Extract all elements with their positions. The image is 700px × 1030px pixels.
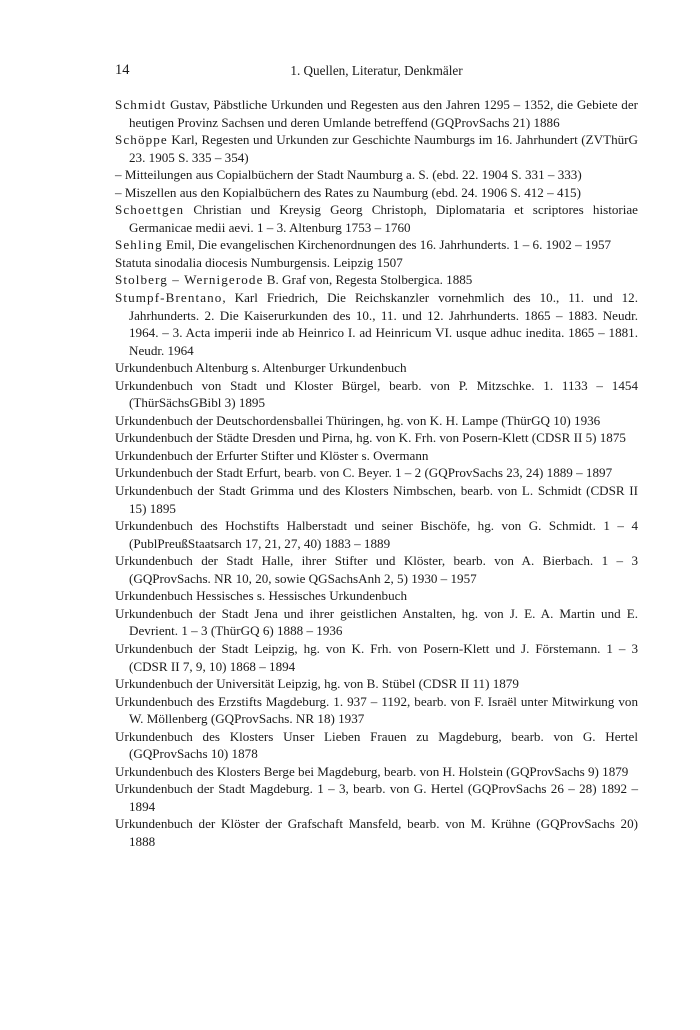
bibliography-entry <box>115 675 638 693</box>
bibliography-entry <box>115 131 638 166</box>
entry-text: Urkundenbuch des Klosters Berge bei Magdeburg, bearb. von H. Holstein (GQProvSachs 9) 1879 <box>115 763 629 779</box>
bibliography-entry <box>115 693 638 728</box>
entry-text: Urkundenbuch der Stadt Grimma und des Klosters Nimbschen, bearb. von L. Schmidt (CDSR II 15) 1895 <box>115 483 638 516</box>
bibliography-entry <box>115 815 638 850</box>
bibliography-entry <box>115 412 638 430</box>
entry-text: Urkundenbuch der Stadt Jena und ihrer geistlichen Anstalten, hg. von J. E. A. Martin und E. Devrient. 1 – 3 (ThürGQ 6) 1888 – 1936 <box>115 605 638 639</box>
entry-text: Gustav, Päbstliche Urkunden und Regesten aus den Jahren 1295 – 1352, die Gebiete der heutigen Provinz Sachsen und deren Umlande betreffend (GQProvSachs 21) 1886 <box>129 97 638 130</box>
entry-text: Christian und Kreysig Georg Christoph, Diplomataria et scriptores historiae Germanicae medii aevi. 1 – 3. Altenburg 1753 – 1760 <box>129 202 638 235</box>
entry-text: Karl, Regesten und Urkunden zur Geschichte Naumburgs im 16. Jahrhundert (ZVThürG 23. 1905 S. 335 – 354) <box>129 132 638 165</box>
entry-author: Schoettgen <box>115 202 185 218</box>
bibliography-entry <box>115 464 638 482</box>
bibliography-entry <box>115 763 638 781</box>
bibliography-entry <box>115 236 638 254</box>
entry-text: Statuta sinodalia diocesis Numburgensis. Leipzig 1507 <box>115 254 403 270</box>
bibliography-entry <box>115 184 638 202</box>
entry-text: Urkundenbuch der Klöster der Grafschaft Mansfeld, bearb. von M. Krühne (GQProvSachs 20) 1888 <box>115 816 638 849</box>
entry-text: – Miszellen aus den Kopialbüchern des Rates zu Naumburg (ebd. 24. 1906 S. 412 – 415) <box>115 184 581 200</box>
entry-text: Urkundenbuch der Städte Dresden und Pirna, hg. von K. Frh. von Posern-Klett (CDSR II 5) 1875 <box>115 430 626 446</box>
bibliography-entry <box>115 377 638 412</box>
entry-text: , Karl Friedrich, Die Reichskanzler vornehmlich des 10., 11. und 12. Jahrhunderts. 2. Die Kaiserurkunden des 10., 11. und 12. Jahrhunderts. 1865 – 1883. Neudr. 1964. – 3. Acta imperii inde ab Heinrico I. ad Heinricum VI. usque adhuc inedita. 1865 – 1881. Neudr. 1964 <box>129 290 638 358</box>
bibliography-entry <box>115 359 638 377</box>
bibliography-entry <box>115 587 638 605</box>
bibliography-entry <box>115 429 638 447</box>
entry-text: Urkundenbuch der Erfurter Stifter und Klöster s. Overmann <box>115 447 429 463</box>
entry-text: B. Graf von, Regesta Stolbergica. 1885 <box>263 272 473 288</box>
bibliography-entry <box>115 447 638 465</box>
bibliography-entry <box>115 640 638 675</box>
entry-author: Schmidt <box>115 97 167 112</box>
entry-author: Stolberg – Wernigerode <box>115 272 264 288</box>
entry-author: Stumpf-Brentano <box>115 290 223 306</box>
entry-text: Urkundenbuch der Universität Leipzig, hg. von B. Stübel (CDSR II 11) 1879 <box>115 676 519 692</box>
entry-text: Urkundenbuch der Stadt Leipzig, hg. von K. Frh. von Posern-Klett und J. Förstemann. 1 – 3 (CDSR II 7, 9, 10) 1868 – 1894 <box>115 640 638 674</box>
bibliography-entry <box>115 728 638 763</box>
entry-text: Urkundenbuch von Stadt und Kloster Bürgel, bearb. von P. Mitzschke. 1. 1133 – 1454 (ThürSächsGBibl 3) 1895 <box>115 377 638 411</box>
entry-text: Urkundenbuch Hessisches s. Hessisches Urkundenbuch <box>115 588 408 604</box>
entry-text: Urkundenbuch Altenburg s. Altenburger Urkundenbuch <box>115 360 407 376</box>
bibliography-entry <box>115 166 638 184</box>
entry-text: Urkundenbuch der Stadt Magdeburg. 1 – 3, bearb. von G. Hertel (GQProvSachs 26 – 28) 1892 – 1894 <box>115 781 638 814</box>
entry-text: Urkundenbuch des Klosters Unser Lieben Frauen zu Magdeburg, bearb. von G. Hertel (GQProvSachs 10) 1878 <box>115 728 638 762</box>
bibliography-entry <box>115 271 638 289</box>
entry-author: Sehling <box>115 237 163 253</box>
running-title: 1. Quellen, Literatur, Denkmäler <box>290 63 463 78</box>
bibliography-entry <box>115 552 638 587</box>
entry-text: Urkundenbuch der Stadt Erfurt, bearb. von C. Beyer. 1 – 2 (GQProvSachs 23, 24) 1889 – 1897 <box>115 465 613 481</box>
entry-text: Urkundenbuch der Stadt Halle, ihrer Stifter und Klöster, bearb. von A. Bierbach. 1 – 3 (GQProvSachs. NR 10, 20, sowie QGSachsAnh 2, 5) 1930 – 1957 <box>115 553 638 586</box>
bibliography-entry <box>115 289 638 359</box>
bibliography-entry <box>115 96 638 131</box>
entry-author: Schöppe <box>115 132 168 148</box>
bibliography-entry <box>115 605 638 640</box>
bibliography-entry <box>115 780 638 815</box>
bibliography-entry <box>115 254 638 272</box>
entry-text: – Mitteilungen aus Copialbüchern der Stadt Naumburg a. S. (ebd. 22. 1904 S. 331 – 333) <box>115 167 582 183</box>
entry-text: Emil, Die evangelischen Kirchenordnungen des 16. Jahrhunderts. 1 – 6. 1902 – 1957 <box>162 237 612 253</box>
bibliography-entry <box>115 482 638 517</box>
entry-text: Urkundenbuch der Deutschordensballei Thüringen, hg. von K. H. Lampe (ThürGQ 10) 1936 <box>115 412 601 428</box>
bibliography-entry <box>115 201 638 236</box>
entry-text: Urkundenbuch des Erzstifts Magdeburg. 1. 937 – 1192, bearb. von F. Israël unter Mitwirkung von W. Möllenberg (GQProvSachs. NR 18) 1937 <box>115 693 638 727</box>
page-number: 14 <box>115 62 130 78</box>
page-header <box>115 62 638 82</box>
entry-text: Urkundenbuch des Hochstifts Halberstadt und seiner Bischöfe, hg. von G. Schmidt. 1 – 4 (PublPreußStaatsarch 17, 21, 27, 40) 1883 – 1889 <box>115 518 638 551</box>
bibliography-entry <box>115 517 638 552</box>
bibliography-list <box>115 96 638 851</box>
